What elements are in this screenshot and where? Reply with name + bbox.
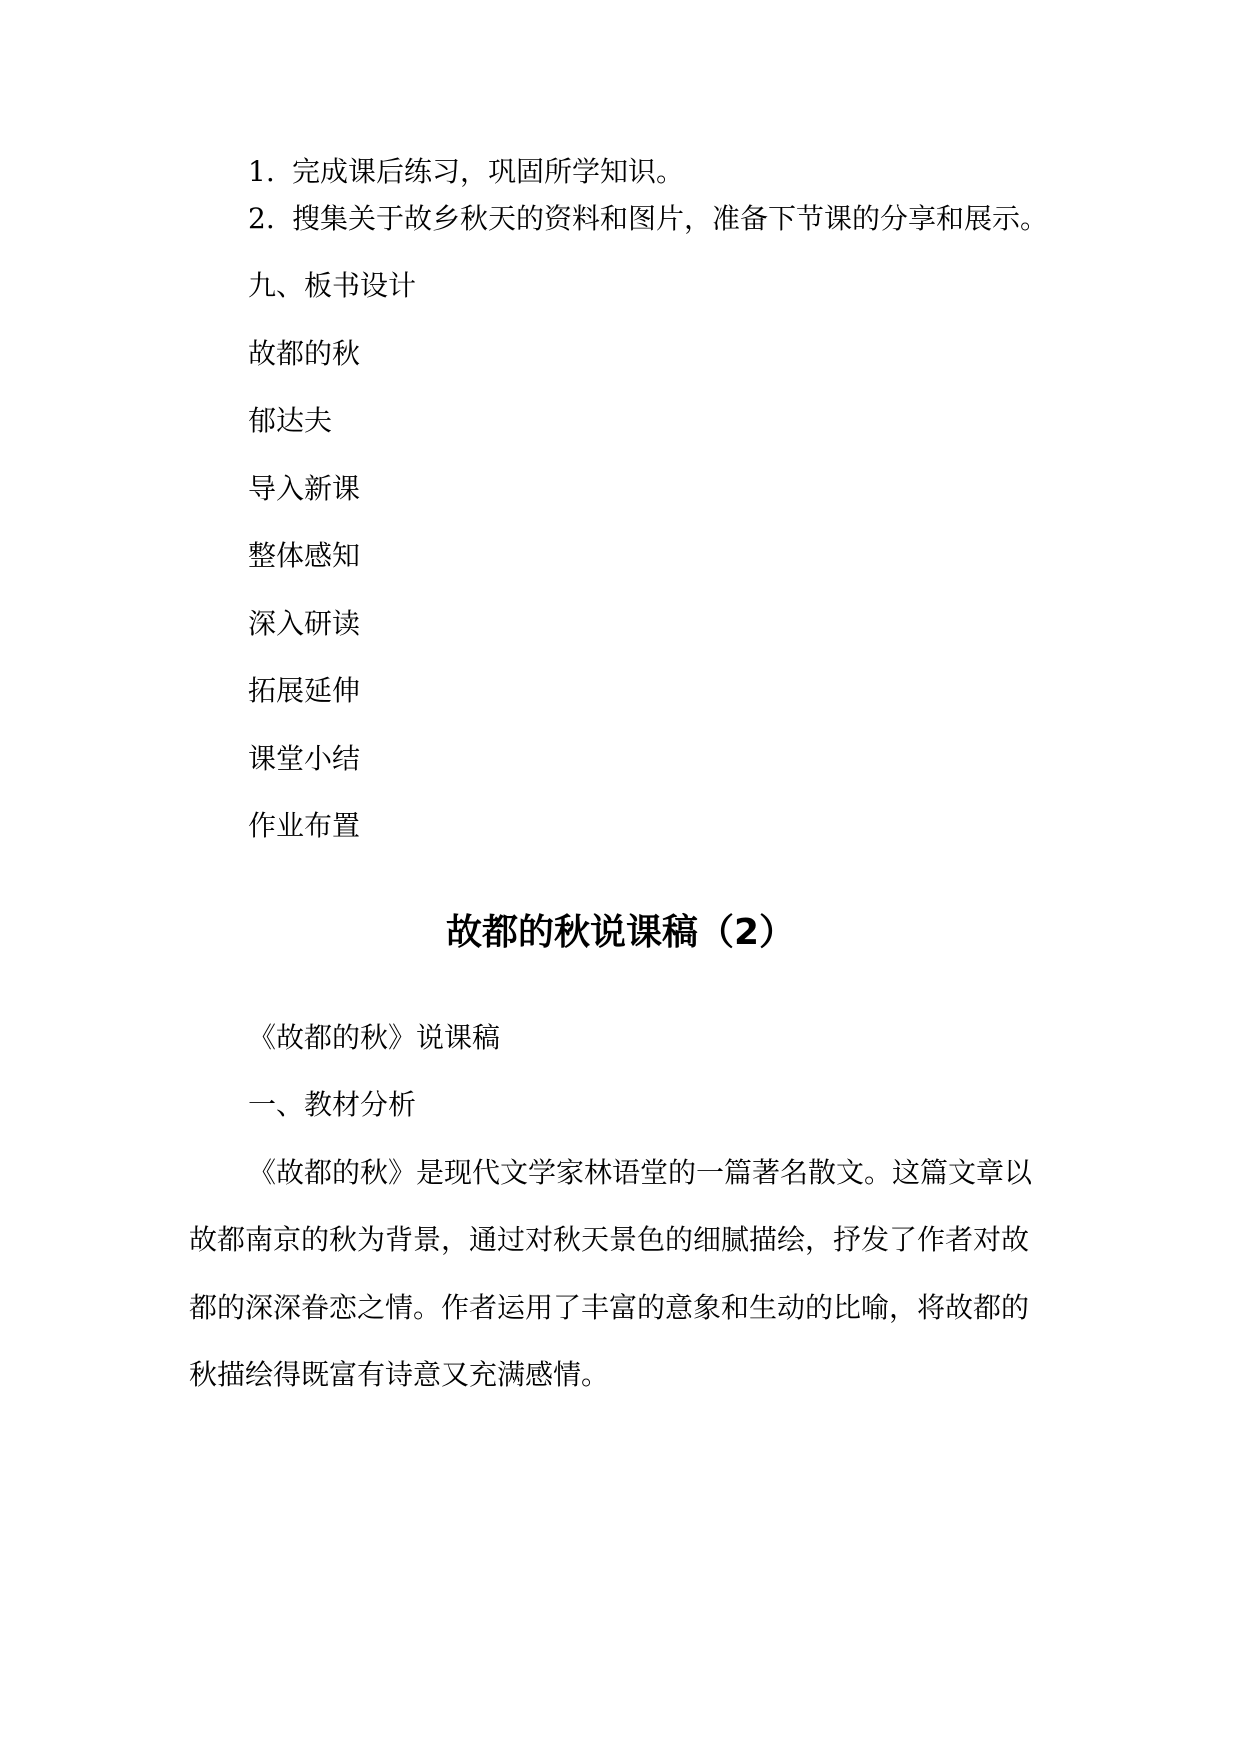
board-design-heading: 九、板书设计 [248, 269, 417, 302]
board-line: 导入新课 [248, 472, 361, 505]
paragraph-line: 故都南京的秋为背景，通过对秋天景色的细腻描绘，抒发了作者对故 [189, 1223, 1030, 1256]
board-line: 郁达夫 [248, 404, 333, 437]
list-number: 2. [248, 202, 275, 235]
board-line: 整体感知 [248, 539, 361, 572]
homework-item-1 [248, 152, 684, 192]
board-line: 故都的秋 [248, 337, 361, 370]
homework-item-2 [248, 199, 1048, 239]
board-line: 课堂小结 [248, 742, 361, 775]
list-text: 搜集关于故乡秋天的资料和图片，准备下节课的分享和展示。 [292, 202, 1049, 235]
board-line: 深入研读 [248, 607, 361, 640]
list-number: 1. [248, 155, 275, 188]
section-heading: 一、教材分析 [248, 1088, 417, 1121]
list-text: 完成课后练习，巩固所学知识。 [292, 155, 685, 188]
section-title: 故都的秋说课稿（2） [445, 912, 796, 953]
paragraph-line: 都的深深眷恋之情。作者运用了丰富的意象和生动的比喻，将故都的 [189, 1291, 1030, 1324]
board-line: 作业布置 [248, 809, 361, 842]
board-line: 拓展延伸 [248, 674, 361, 707]
paragraph-line: 《故都的秋》是现代文学家林语堂的一篇著名散文。这篇文章以 [248, 1156, 1033, 1189]
paragraph-line: 秋描绘得既富有诗意又充满感情。 [189, 1358, 610, 1391]
section-subtitle: 《故都的秋》说课稿 [248, 1021, 501, 1054]
